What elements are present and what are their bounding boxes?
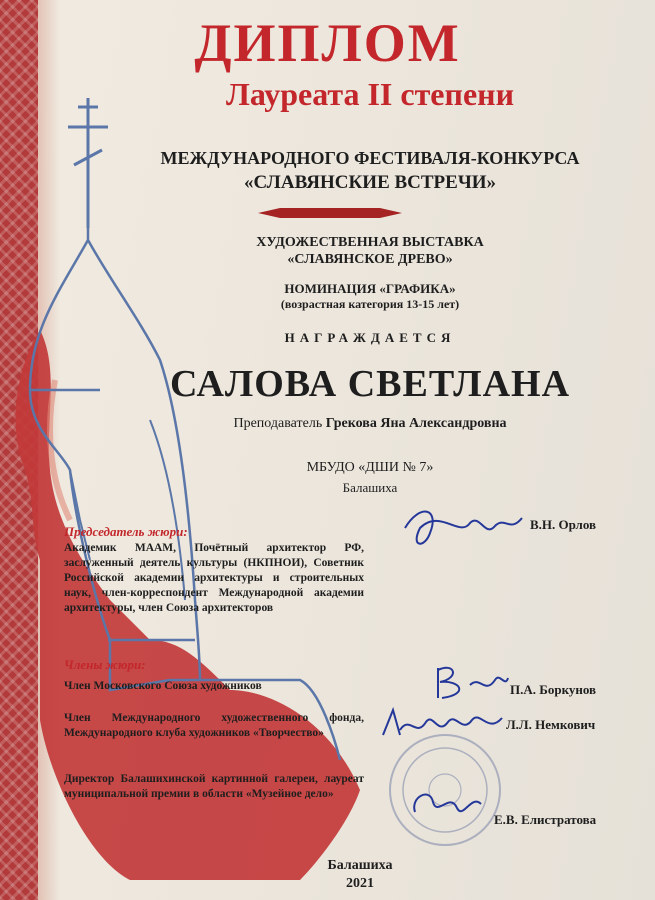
teacher-name: Грекова Яна Александровна xyxy=(325,416,507,431)
festival-line-1: МЕЖДУНАРОДНОГО ФЕСТИВАЛЯ-КОНКУРСА xyxy=(160,148,580,168)
school-name: МБУДО «ДШИ № 7» xyxy=(306,460,434,475)
signature-borkunov xyxy=(430,660,510,705)
signature-orlov xyxy=(400,498,530,558)
teacher-label: Преподаватель xyxy=(233,416,323,431)
chair-heading: Председатель жюри: xyxy=(64,524,188,539)
chair-description: Академик МААМ, Почётный архитектор РФ, заслуженный деятель культуры (НКПНОИ), Советник Российской академии архитектуры и строительных наук, член-корреспондент Международной академии архитектуры, член Союза архитекторов xyxy=(64,542,364,614)
red-separator xyxy=(258,208,402,218)
member-name-1: П.А. Боркунов xyxy=(510,682,597,697)
age-category: (возрастная категория 13-15 лет) xyxy=(280,297,460,311)
school-city: Балашиха xyxy=(342,480,398,495)
signature-elistratova xyxy=(405,782,485,827)
footer-year: 2021 xyxy=(346,876,374,891)
footer-city: Балашиха xyxy=(327,858,393,873)
teacher-line xyxy=(60,416,655,432)
exhibition-line-1: ХУДОЖЕСТВЕННАЯ ВЫСТАВКА xyxy=(256,235,484,250)
diploma-title: ДИПЛОМ xyxy=(194,13,461,73)
members-heading: Члены жюри: xyxy=(64,657,146,672)
chair-name: В.Н. Орлов xyxy=(530,517,597,532)
member-name-3: Е.В. Елистратова xyxy=(494,812,597,827)
festival-line-2: «СЛАВЯНСКИЕ ВСТРЕЧИ» xyxy=(243,172,497,193)
exhibition-line-2: «СЛАВЯНСКОЕ ДРЕВО» xyxy=(287,252,453,267)
award-text: НАГРАЖДАЕТСЯ xyxy=(284,330,456,345)
signature-nemkovich xyxy=(378,700,506,745)
laureate-degree: Лауреата II степени xyxy=(225,76,515,112)
member-name-2: Л.Л. Немкович xyxy=(506,717,596,732)
member-description-2: Член Международного художественного фонда, Международного клуба художников «Творчество» xyxy=(64,712,364,739)
recipient-name: САЛОВА СВЕТЛАНА xyxy=(169,363,571,405)
member-description-3: Директор Балашихинской картинной галереи, лауреат муниципальной премии в области «Музейное дело» xyxy=(64,773,364,800)
nomination: НОМИНАЦИЯ «ГРАФИКА» xyxy=(284,281,456,296)
member-description-1: Член Московского Союза художников xyxy=(64,680,262,692)
